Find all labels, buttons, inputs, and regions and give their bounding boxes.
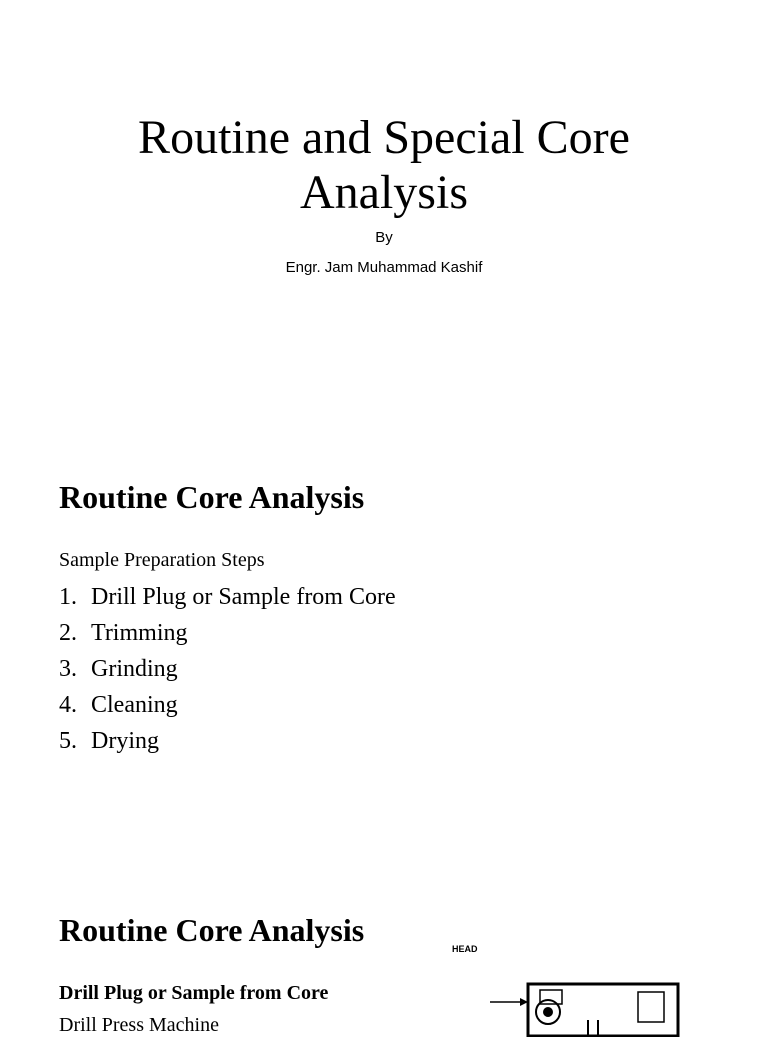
step-label: Grinding xyxy=(91,656,178,682)
by-label: By xyxy=(375,229,393,246)
presentation-title xyxy=(0,110,768,220)
list-item xyxy=(59,723,396,759)
drill-press-illustration xyxy=(448,916,728,1036)
list-item xyxy=(59,651,396,687)
step-number: 4. xyxy=(59,692,77,718)
step-label: Cleaning xyxy=(91,692,178,718)
list-item xyxy=(59,615,396,651)
title-line-2: Analysis xyxy=(300,166,468,219)
step-number: 1. xyxy=(59,584,77,610)
drill-slide xyxy=(0,864,768,1036)
title-slide xyxy=(0,0,768,432)
slide-title: Routine Core Analysis xyxy=(59,479,365,515)
step-label: Drying xyxy=(91,728,159,754)
step-number: 3. xyxy=(59,656,77,682)
list-item xyxy=(59,579,396,615)
slide-subheading: Drill Plug or Sample from Core xyxy=(59,982,329,1004)
title-line-1: Routine and Special Core xyxy=(138,111,630,164)
list-item xyxy=(59,687,396,723)
author-name: Engr. Jam Muhammad Kashif xyxy=(285,259,483,276)
slide-title: Routine Core Analysis xyxy=(59,912,365,948)
steps-slide xyxy=(0,432,768,864)
step-label: Drill Plug or Sample from Core xyxy=(91,584,396,610)
head-label: HEAD xyxy=(452,944,478,954)
step-label: Trimming xyxy=(91,620,188,646)
step-number: 5. xyxy=(59,728,77,754)
slide-subheading: Sample Preparation Steps xyxy=(59,549,265,571)
slide-body-text: Drill Press Machine xyxy=(59,1014,219,1036)
step-number: 2. xyxy=(59,620,77,646)
steps-list xyxy=(59,579,396,759)
